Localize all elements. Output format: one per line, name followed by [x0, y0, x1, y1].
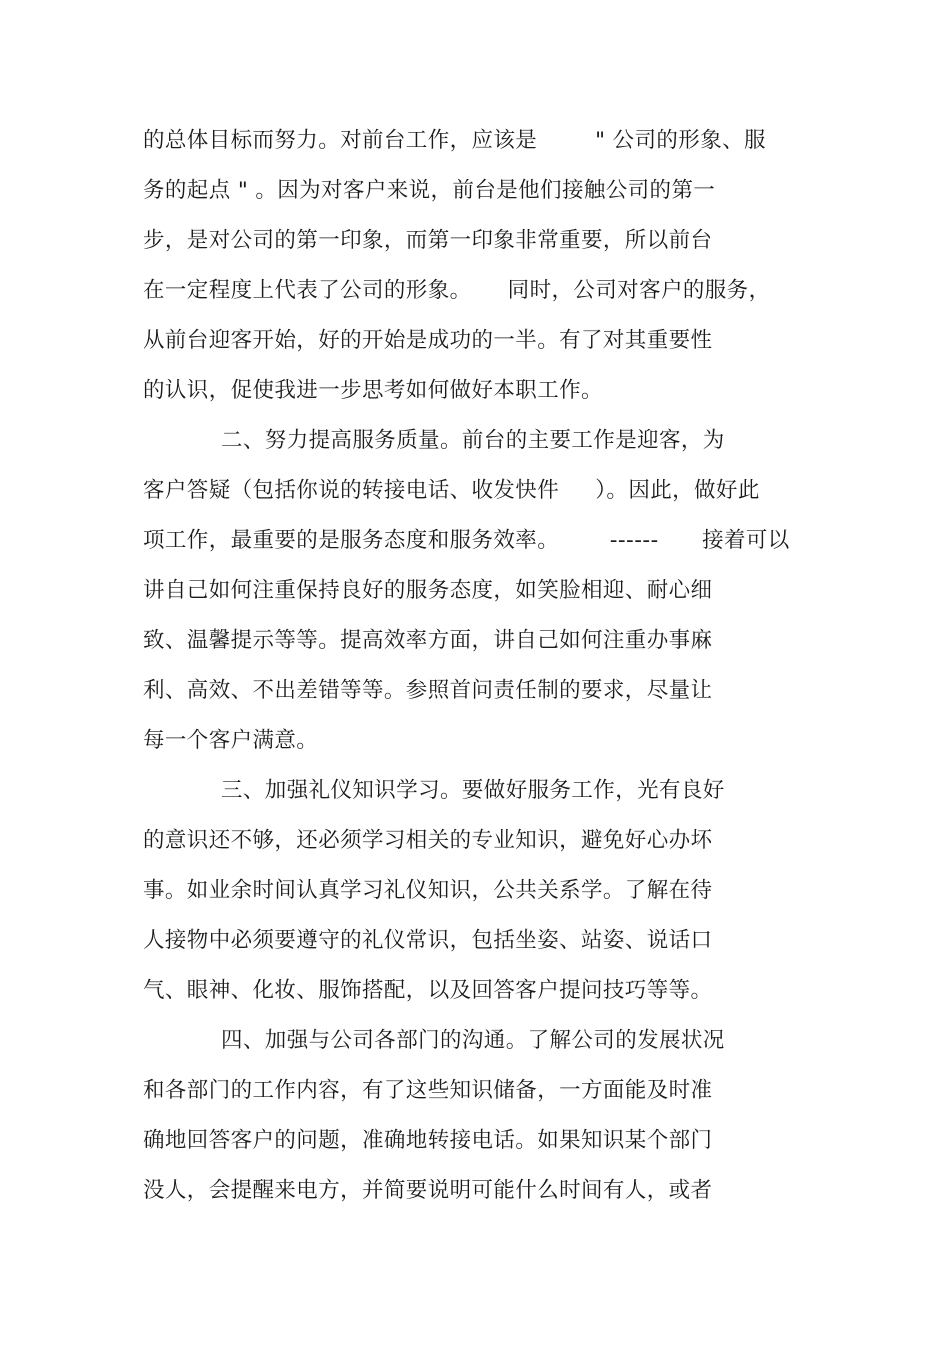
text-line: 没人，会提醒来电方，并简要说明可能什么时间有人，或者: [143, 1178, 713, 1203]
text-line: 从前台迎客开始，好的开始是成功的一半。有了对其重要性: [143, 328, 713, 353]
text-line: 事。如业余时间认真学习礼仪知识，公共关系学。了解在待: [143, 878, 713, 903]
text-line: 每一个客户满意。: [143, 728, 319, 753]
text-line: 利、高效、不出差错等等。参照首问责任制的要求，尽量让: [143, 678, 713, 703]
section-heading-line: 四、加强与公司各部门的沟通。了解公司的发展状况: [221, 1028, 725, 1053]
text-line: 气、眼神、化妆、服饰搭配，以及回答客户提问技巧等等。: [143, 978, 713, 1003]
text-line: 和各部门的工作内容，有了这些知识储备，一方面能及时准: [143, 1078, 713, 1103]
section-heading-line: 二、努力提高服务质量。前台的主要工作是迎客，为: [221, 428, 725, 453]
text-line: 的认识，促使我进一步思考如何做好本职工作。: [143, 378, 603, 403]
text-line: 讲自己如何注重保持良好的服务态度，如笑脸相迎、耐心细: [143, 578, 713, 603]
text-line: 人接物中必须要遵守的礼仪常识，包括坐姿、站姿、说话口: [143, 928, 713, 953]
text-line: 在一定程度上代表了公司的形象。 同时，公司对客户的服务，: [143, 278, 771, 303]
text-line: 客户答疑（包括你说的转接电话、收发快件 ）。因此，做好此: [143, 478, 760, 503]
text-line: 项工作，最重要的是服务态度和服务效率。 ------ 接着可以: [143, 528, 790, 553]
text-line: 的总体目标而努力。对前台工作，应该是 " 公司的形象、服: [143, 128, 766, 153]
text-line: 务的起点 " 。因为对客户来说，前台是他们接触公司的第一: [143, 178, 716, 203]
text-line: 致、温馨提示等等。提高效率方面，讲自己如何注重办事麻: [143, 628, 713, 653]
section-heading-line: 三、加强礼仪知识学习。要做好服务工作，光有良好: [221, 778, 725, 803]
text-line: 的意识还不够，还必须学习相关的专业知识，避免好心办坏: [143, 828, 713, 853]
text-line: 步，是对公司的第一印象，而第一印象非常重要，所以前台: [143, 228, 713, 253]
text-line: 确地回答客户的问题，准确地转接电话。如果知识某个部门: [143, 1128, 713, 1153]
